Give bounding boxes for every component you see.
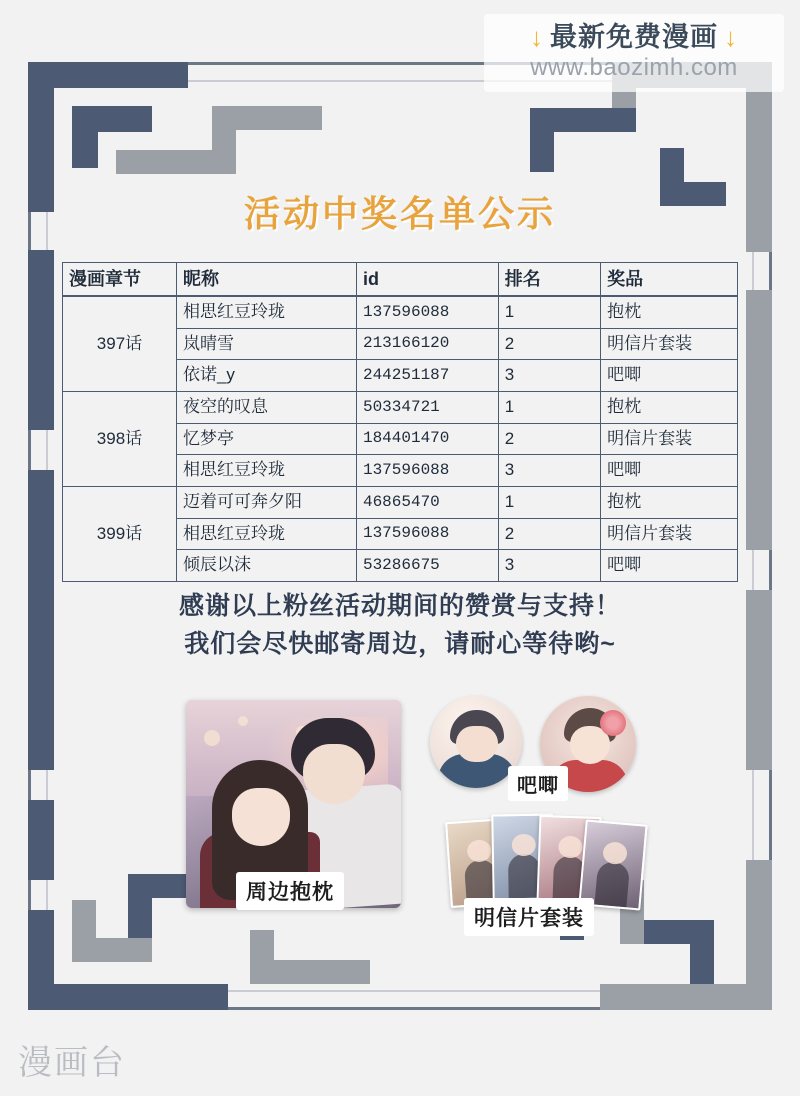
- badge-right-flower: [600, 710, 626, 736]
- arrow-down-icon-right: ↓: [724, 22, 738, 53]
- cell-rank: 2: [498, 518, 600, 550]
- header-rank: 排名: [498, 263, 600, 297]
- header-id: id: [356, 263, 498, 297]
- watermark-headline: [530, 23, 738, 53]
- cell-chapter: 397话: [63, 296, 177, 391]
- page-title: 活动中奖名单公示: [243, 193, 556, 234]
- cell-id: 53286675: [356, 550, 498, 582]
- cell-nickname: 相思红豆玲珑: [176, 518, 356, 550]
- watermark-text: 最新免费漫画: [550, 21, 718, 52]
- cell-nickname: 岚晴雪: [176, 328, 356, 360]
- cell-nickname: 依诺_y: [176, 360, 356, 392]
- cell-nickname: 夜空的叹息: [176, 392, 356, 424]
- cell-prize: 吧唧: [601, 360, 738, 392]
- cell-id: 137596088: [356, 518, 498, 550]
- cell-rank: 1: [498, 296, 600, 328]
- cell-prize: 抱枕: [601, 486, 738, 518]
- cell-rank: 3: [498, 550, 600, 582]
- cell-id: 184401470: [356, 423, 498, 455]
- cell-chapter: 399话: [63, 486, 177, 581]
- cell-nickname: 倾辰以沫: [176, 550, 356, 582]
- cell-id: 213166120: [356, 328, 498, 360]
- cell-prize: 抱枕: [601, 296, 738, 328]
- table-row: [63, 486, 738, 518]
- header-chapter: 漫画章节: [63, 263, 177, 297]
- cell-rank: 1: [498, 486, 600, 518]
- cell-id: 46865470: [356, 486, 498, 518]
- thanks-line-1: 感谢以上粉丝活动期间的赞赏与支持！: [178, 592, 621, 620]
- cell-id: 137596088: [356, 296, 498, 328]
- cell-prize: 吧唧: [601, 550, 738, 582]
- thanks-line-2: 我们会尽快邮寄周边，请耐心等待哟~: [184, 629, 616, 658]
- postcard-set-photo: [448, 812, 658, 908]
- product-showcase: [0, 690, 800, 960]
- header-prize: 奖品: [601, 263, 738, 297]
- pillow-bokeh-1: [204, 730, 220, 746]
- pillow-male-face: [303, 744, 365, 804]
- cell-prize: 明信片套装: [601, 518, 738, 550]
- site-watermark: [484, 14, 784, 92]
- winners-table-head: [63, 263, 738, 297]
- postcard-4: [578, 819, 647, 910]
- badge-left-face: [456, 726, 498, 762]
- cell-rank: 3: [498, 360, 600, 392]
- cell-prize: 吧唧: [601, 455, 738, 487]
- cell-chapter: 398话: [63, 392, 177, 487]
- winners-table: [62, 262, 738, 582]
- cell-rank: 2: [498, 423, 600, 455]
- pillow-female-face: [232, 788, 290, 846]
- table-row: [63, 392, 738, 424]
- cell-rank: 2: [498, 328, 600, 360]
- arrow-down-icon-left: ↓: [530, 22, 544, 53]
- header-nickname: 昵称: [176, 263, 356, 297]
- brand-footer: 漫画台: [18, 1044, 126, 1082]
- thanks-message: [0, 588, 800, 663]
- winners-table-body: [63, 296, 738, 581]
- cell-id: 50334721: [356, 392, 498, 424]
- cell-prize: 明信片套装: [601, 423, 738, 455]
- cell-prize: 明信片套装: [601, 328, 738, 360]
- postcard-set-label: 明信片套装: [464, 898, 594, 936]
- watermark-url: www.baozimh.com: [530, 54, 738, 82]
- cell-nickname: 相思红豆玲珑: [176, 296, 356, 328]
- cell-nickname: 相思红豆玲珑: [176, 455, 356, 487]
- cell-rank: 1: [498, 392, 600, 424]
- cell-nickname: 迈着可可奔夕阳: [176, 486, 356, 518]
- badge-label: 吧唧: [508, 766, 568, 801]
- pillow-bokeh-2: [238, 716, 248, 726]
- cell-prize: 抱枕: [601, 392, 738, 424]
- table-row: [63, 296, 738, 328]
- cell-nickname: 忆梦亭: [176, 423, 356, 455]
- winners-table-wrapper: [62, 262, 738, 582]
- cell-id: 244251187: [356, 360, 498, 392]
- cell-id: 137596088: [356, 455, 498, 487]
- cell-rank: 3: [498, 455, 600, 487]
- table-header-row: [63, 263, 738, 297]
- pillow-label: 周边抱枕: [236, 872, 344, 910]
